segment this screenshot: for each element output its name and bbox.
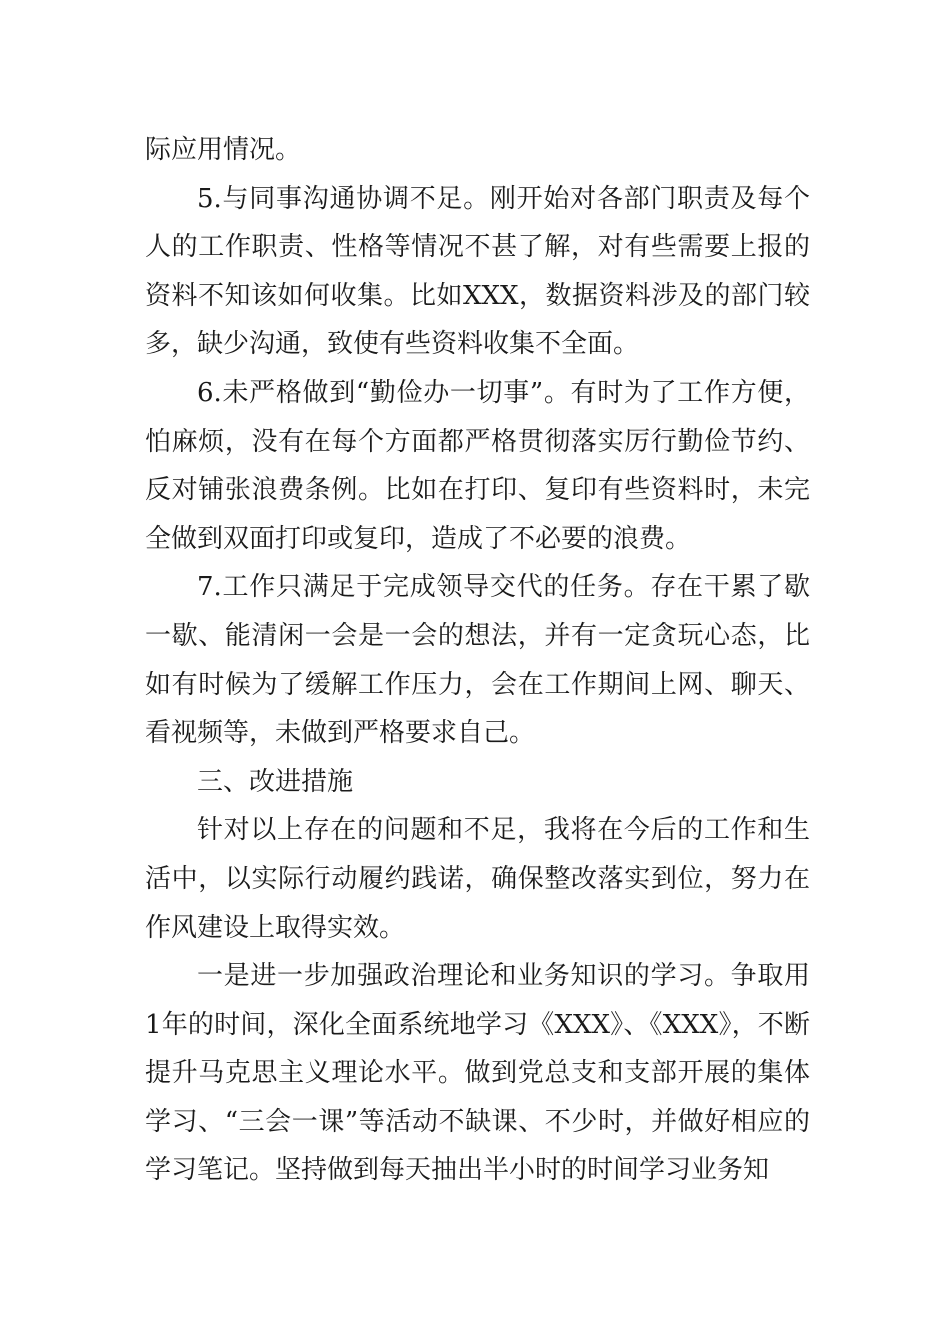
paragraph-intro: 针对以上存在的问题和不足，我将在今后的工作和生活中，以实际行动履约践诺，确保整改落实到位，努力在作风建设上取得实效。 (145, 815, 810, 943)
paragraph-item-6: 6.未严格做到“勤俭办一切事”。有时为了工作方便，怕麻烦，没有在每个方面都严格贯彻落实厉行勤俭节约、反对铺张浪费条例。比如在打印、复印有些资料时，未完全做到双面打印或复印，造成了不必要的浪费。 (145, 377, 810, 554)
paragraph-continuation: 际应用情况。 (145, 135, 302, 165)
section-heading-improvement: 三、改进措施 (197, 766, 354, 797)
document-body (145, 126, 810, 1195)
paragraph-measure-one: 一是进一步加强政治理论和业务知识的学习。争取用1年的时间，深化全面系统地学习《XXX》、《XXX》，不断提升马克思主义理论水平。做到党总支和支部开展的集体学习、“三会一课”等活动不缺课、不少时，并做好相应的学习笔记。坚持做到每天抽出半小时的时间学习业务知 (145, 961, 810, 1186)
paragraph-item-7: 7.工作只满足于完成领导交代的任务。存在干累了歇一歇、能清闲一会是一会的想法，并有一定贪玩心态，比如有时候为了缓解工作压力，会在工作期间上网、聊天、看视频等，未做到严格要求自己。 (145, 572, 810, 749)
paragraph-item-5: 5.与同事沟通协调不足。刚开始对各部门职责及每个人的工作职责、性格等情况不甚了解，对有些需要上报的资料不知该如何收集。比如XXX，数据资料涉及的部门较多，缺少沟通，致使有些资料收集不全面。 (145, 183, 810, 360)
